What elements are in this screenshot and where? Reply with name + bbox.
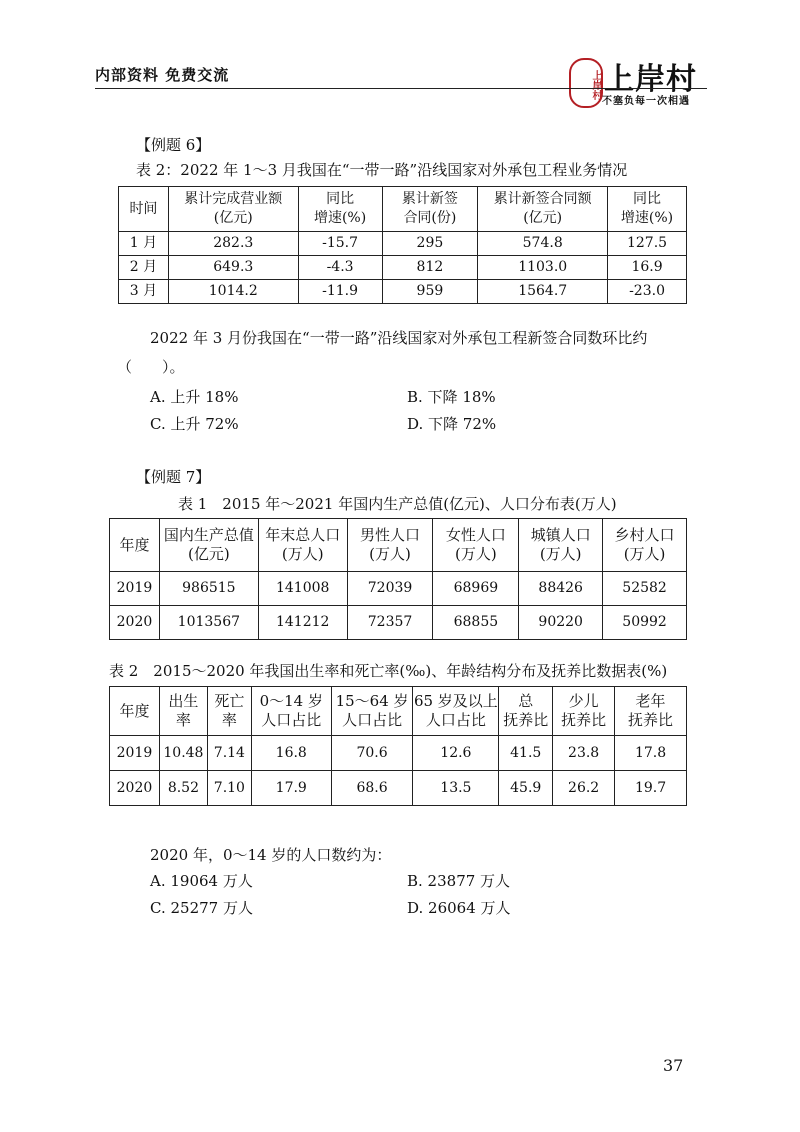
column-header	[382, 187, 478, 232]
column-header-line: 死亡	[214, 692, 245, 710]
column-header-line: 总	[518, 692, 534, 710]
column-header-line: (万人)	[623, 545, 666, 563]
table-row	[119, 232, 687, 256]
column-header-line: 人口占比	[342, 711, 403, 729]
column-header-line: 累计完成营业额	[184, 191, 283, 207]
column-header-line: 增速(%)	[313, 210, 367, 226]
column-header-line: 出生	[168, 692, 199, 710]
column-header	[519, 519, 603, 572]
column-header-line: (万人)	[539, 545, 582, 563]
table-cell: 50992	[603, 606, 687, 640]
column-header-line: 城镇人口	[530, 526, 591, 544]
column-header-line: 同比	[326, 191, 355, 207]
table-cell: 127.5	[608, 232, 687, 256]
table-cell: -4.3	[298, 256, 382, 280]
table-cell: -15.7	[298, 232, 382, 256]
column-header	[298, 187, 382, 232]
table-cell: 72357	[347, 606, 433, 640]
column-header-line: 人口占比	[261, 711, 322, 729]
column-header	[608, 187, 687, 232]
table-cell: 23.8	[553, 736, 615, 771]
column-header-line: 0～14 岁	[259, 692, 323, 710]
header-text: 内部资料 免费交流	[95, 66, 230, 84]
column-header	[433, 519, 519, 572]
table-cell: 41.5	[499, 736, 553, 771]
column-header	[553, 687, 615, 736]
column-header-line: 乡村人口	[614, 526, 675, 544]
table-cell: -23.0	[608, 280, 687, 304]
example7-caption2: 表 2 2015～2020 年我国出生率和死亡率(‰)、年龄结构分布及抚养比数据表(%)	[109, 662, 668, 680]
table-cell: 1014.2	[168, 280, 298, 304]
table-row	[119, 280, 687, 304]
table-cell: 13.5	[413, 771, 499, 806]
table-cell: 19.7	[615, 771, 687, 806]
table-cell: 16.9	[608, 256, 687, 280]
table-cell: 574.8	[478, 232, 608, 256]
table-cell: 2020	[110, 771, 160, 806]
option-a: A. 19064 万人	[150, 872, 253, 890]
option-d: D. 下降 72%	[407, 415, 497, 433]
table-cell: 649.3	[168, 256, 298, 280]
column-header	[119, 187, 169, 232]
page-number: 37	[663, 1056, 684, 1075]
column-header-line: 女性人口	[445, 526, 506, 544]
logo-seal	[569, 58, 603, 108]
table-cell: 52582	[603, 572, 687, 606]
example7-question: 2020 年，0～14 岁的人口数约为：	[150, 846, 392, 864]
logo-seal-text: 上岸村	[590, 70, 601, 100]
column-header-line: 合同(份)	[403, 210, 457, 226]
table-cell: 70.6	[331, 736, 413, 771]
column-header-line: 同比	[633, 191, 662, 207]
column-header	[168, 187, 298, 232]
column-header	[258, 519, 347, 572]
column-header-line: 老年	[635, 692, 666, 710]
table-row	[119, 256, 687, 280]
column-header-line: 国内生产总值	[163, 526, 254, 544]
example6-table	[118, 186, 687, 304]
example6-question: 2022 年 3 月份我国在“一带一路”沿线国家对外承包工程新签合同数环比约	[150, 329, 648, 347]
column-header	[110, 687, 160, 736]
column-header-line: 抚养比	[561, 711, 607, 729]
option-c: C. 上升 72%	[150, 415, 239, 433]
column-header-line: 增速(%)	[620, 210, 674, 226]
column-header-line: 抚养比	[503, 711, 549, 729]
option-c: C. 25277 万人	[150, 899, 253, 917]
column-header	[159, 687, 207, 736]
table-cell: 141008	[258, 572, 347, 606]
table-cell: 45.9	[499, 771, 553, 806]
table-cell: 17.8	[615, 736, 687, 771]
table-cell: 2020	[110, 606, 160, 640]
option-b: B. 23877 万人	[407, 872, 511, 890]
table-cell: 1013567	[159, 606, 258, 640]
table-cell: 68.6	[331, 771, 413, 806]
table-cell: 90220	[519, 606, 603, 640]
table-cell: 1103.0	[478, 256, 608, 280]
option-d: D. 26064 万人	[407, 899, 511, 917]
table-cell: 17.9	[251, 771, 331, 806]
logo-slogan: 不塞负每一次相遇	[602, 96, 690, 107]
column-header	[615, 687, 687, 736]
column-header-line: 率	[221, 711, 237, 729]
example6-tag: 【例题 6】	[136, 136, 211, 154]
column-header-line: 15～64 岁	[335, 692, 409, 710]
logo-text: 上岸村	[604, 62, 697, 97]
column-header	[207, 687, 251, 736]
column-header-line: 65 岁及以上	[413, 692, 498, 710]
example6-caption: 表 2：2022 年 1～3 月我国在“一带一路”沿线国家对外承包工程业务情况	[136, 161, 628, 179]
table-cell: 88426	[519, 572, 603, 606]
table-cell: -11.9	[298, 280, 382, 304]
column-header-line: 年度	[119, 701, 150, 720]
column-header	[347, 519, 433, 572]
table-cell: 812	[382, 256, 478, 280]
column-header	[603, 519, 687, 572]
table-cell: 16.8	[251, 736, 331, 771]
column-header	[331, 687, 413, 736]
column-header-line: 率	[175, 711, 191, 729]
column-header-line: (万人)	[455, 545, 497, 563]
table-cell: 1564.7	[478, 280, 608, 304]
table-cell: 986515	[159, 572, 258, 606]
column-header-line: 抚养比	[628, 711, 674, 729]
table-cell: 68855	[433, 606, 519, 640]
table-cell: 7.14	[207, 736, 251, 771]
table-cell: 282.3	[168, 232, 298, 256]
table-cell: 10.48	[159, 736, 207, 771]
column-header-line: (亿元)	[213, 210, 253, 226]
column-header-line: 人口占比	[425, 711, 486, 729]
table-cell: 2 月	[119, 256, 169, 280]
table-cell: 3 月	[119, 280, 169, 304]
header-rule	[95, 88, 707, 89]
column-header	[413, 687, 499, 736]
table-cell: 12.6	[413, 736, 499, 771]
column-header-line: (亿元)	[523, 210, 563, 226]
table-row	[110, 771, 687, 806]
table-cell: 2019	[110, 572, 160, 606]
table-cell: 26.2	[553, 771, 615, 806]
table-cell: 7.10	[207, 771, 251, 806]
table-cell: 295	[382, 232, 478, 256]
column-header-line: 年度	[119, 535, 150, 554]
example7-caption1: 表 1 2015 年～2021 年国内生产总值(亿元)、人口分布表(万人)	[178, 495, 617, 513]
table-cell: 1 月	[119, 232, 169, 256]
column-header	[478, 187, 608, 232]
example7-tag: 【例题 7】	[136, 468, 211, 486]
column-header-line: 少儿	[568, 692, 599, 710]
table-cell: 68969	[433, 572, 519, 606]
option-b: B. 下降 18%	[407, 388, 496, 406]
table-row	[110, 572, 687, 606]
table-cell: 959	[382, 280, 478, 304]
column-header-line: (亿元)	[188, 545, 230, 563]
column-header-line: (万人)	[281, 545, 324, 563]
column-header-line: 男性人口	[360, 526, 421, 544]
column-header-line: (万人)	[369, 545, 411, 563]
table-cell: 8.52	[159, 771, 207, 806]
example7-table2	[109, 686, 687, 806]
column-header-line: 累计新签	[401, 191, 458, 207]
table-cell: 141212	[258, 606, 347, 640]
column-header	[159, 519, 258, 572]
table-row	[110, 736, 687, 771]
table-cell: 72039	[347, 572, 433, 606]
table-row	[110, 606, 687, 640]
column-header	[499, 687, 553, 736]
column-header-line: 时间	[129, 200, 158, 217]
example6-question-cont: （ ）。	[117, 358, 185, 376]
column-header	[251, 687, 331, 736]
example7-table1	[109, 518, 687, 640]
option-a: A. 上升 18%	[150, 388, 239, 406]
table-cell: 2019	[110, 736, 160, 771]
column-header	[110, 519, 160, 572]
column-header-line: 年末总人口	[265, 526, 341, 544]
column-header-line: 累计新签合同额	[493, 191, 592, 207]
